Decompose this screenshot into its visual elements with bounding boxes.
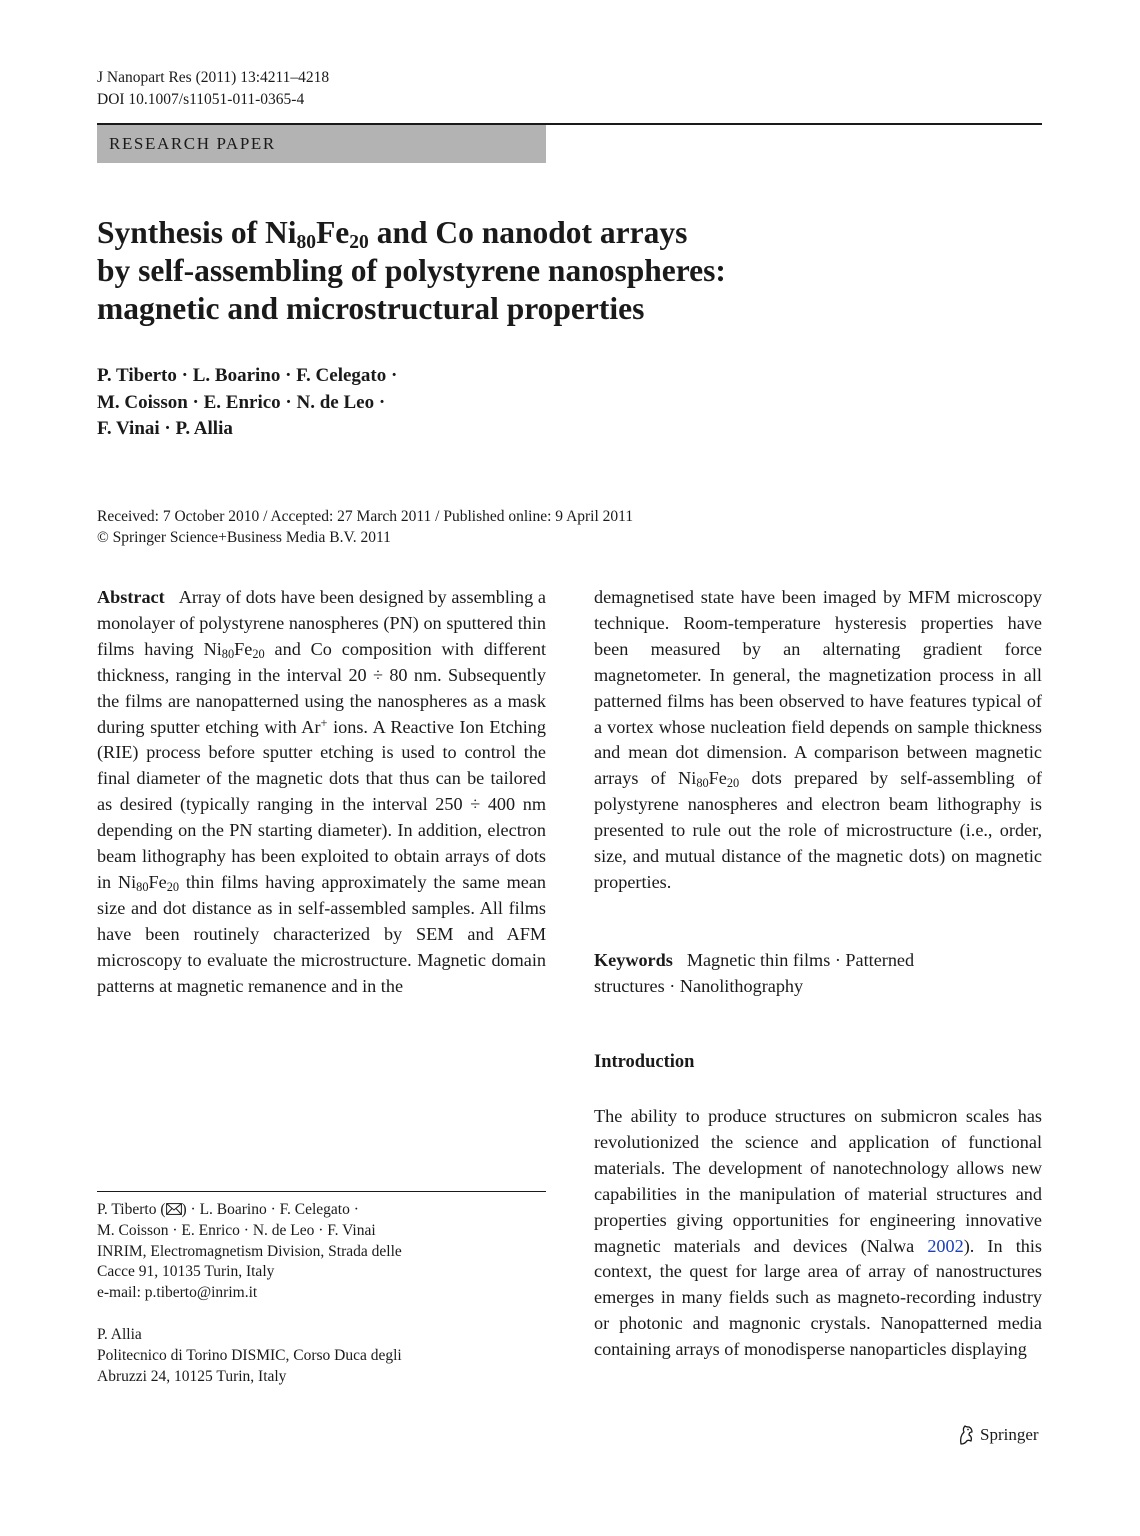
contact-email[interactable]: e-mail: p.tiberto@inrim.it [97,1284,258,1302]
publication-history [97,506,633,548]
footnote-rule [97,1191,546,1192]
paper-title [97,214,726,328]
citation-link[interactable]: 2002 [927,1235,964,1256]
affiliation-inrim: P. Tiberto ( ) · L. Boarino · F. Celegato · M. Coisson · E. Enrico · N. de Leo · F. Vinai INRIM, Electromagnetism Division, Strada delle Cacce 91, 10135 Turin, Italy e-mail: p.tiberto@inrim.it [97,1200,402,1304]
envelope-icon [166,1203,182,1215]
abstract-continuation: demagnetised state have been imaged by MFM microscopy technique. Room-temperature hysteresis properties have been measured by an alternating gradient force magnetometer. In general, the magnetization process in all patterned films has been observed to have features typical of a vortex whose nucleation field depends on sample thickness and mean dot dimension. A comparison between magnetic arrays of $Ni_{80}Fe_{20}$ dots prepared by self-assembling of polystyrene nanospheres and electron beam lithography is presented to rule out the role of microstructure (i.e., order, size, and mutual distance of the magnetic dots) on magnetic properties. [594,587,1042,892]
springer-horse-icon [957,1424,975,1446]
abstract-right-column [594,585,1042,896]
abstract-paragraph: Abstract Array of dots have been designed by assembling a monolayer of polystyrene nanospheres (PN) on sputtered thin films having $Ni_{80}Fe_{20}$ and Co composition with different thickness, ranging in the interval 20 ÷ 80 nm. Subsequently the films are nanopatterned using the nanospheres as a mask during sputter etching with Ar+ ions. A Reactive Ion Etching (RIE) process before sputter etching is used to control the final diameter of the magnetic dots that thus can be tailored as desired (typically ranging in the interval 250 ÷ 400 nm depending on the PN starting diameter). In addition, electron beam lithography has been exploited to obtain arrays of dots in $Ni_{80}Fe_{20}$ thin films having approximately the same mean size and dot distance as in self-assembled samples. All films have been routinely characterized by SEM and AFM microscopy to evaluate the microstructure. Magnetic domain patterns at magnetic remanence and in the [97,587,547,996]
introduction-heading: Introduction [594,1052,695,1072]
article-type-banner: RESEARCH PAPER [97,125,546,163]
running-header [97,67,329,111]
copyright-line: © Springer Science+Business Media B.V. 2011 [97,529,391,546]
introduction-body: The ability to produce structures on submicron scales has revolutionized the science and application of functional materials. The development of nanotechnology allows new capabilities in the manipulation of material structures and properties giving opportunities for engineering innovative magnetic materials and devices (Nalwa 2002). In this context, the quest for large area of array of nanostructures emerges in many fields such as magneto-recording industry or photonic and magnonic crystals. Nanopatterned media containing arrays of monodisperse nanoparticles displaying [594,1106,1042,1360]
publisher-name: Springer [980,1425,1039,1444]
author-list: P. Tiberto · L. Boarino · F. Celegato · M. Coisson · E. Enrico · N. de Leo · F. Vinai · P. Allia [97,365,398,439]
doi: DOI 10.1007/s11051-011-0365-4 [97,91,305,108]
abstract-left-column [97,585,546,1000]
dates-line: Received: 7 October 2010 / Accepted: 27 March 2011 / Published online: 9 April 2011 [97,508,634,525]
affiliation-polito: P. Allia Politecnico di Torino DISMIC, Corso Duca degli Abruzzi 24, 10125 Turin, Italy [97,1326,402,1385]
title-line-1: Synthesis of $Ni_{80}Fe_{20}$ and Co nanodot arrays [97,215,688,253]
keywords-heading: Keywords [594,950,673,970]
abstract-heading: Abstract [97,587,165,607]
title-line-2: by self-assembling of polystyrene nanospheres: [97,253,726,288]
title-line-3: magnetic and microstructural properties [97,291,645,326]
keywords: Keywords Magnetic thin films · Patterned structures · Nanolithography [594,950,915,996]
publisher-logo [957,1423,1039,1447]
journal-citation: J Nanopart Res (2011) 13:4211–4218 [97,69,330,86]
